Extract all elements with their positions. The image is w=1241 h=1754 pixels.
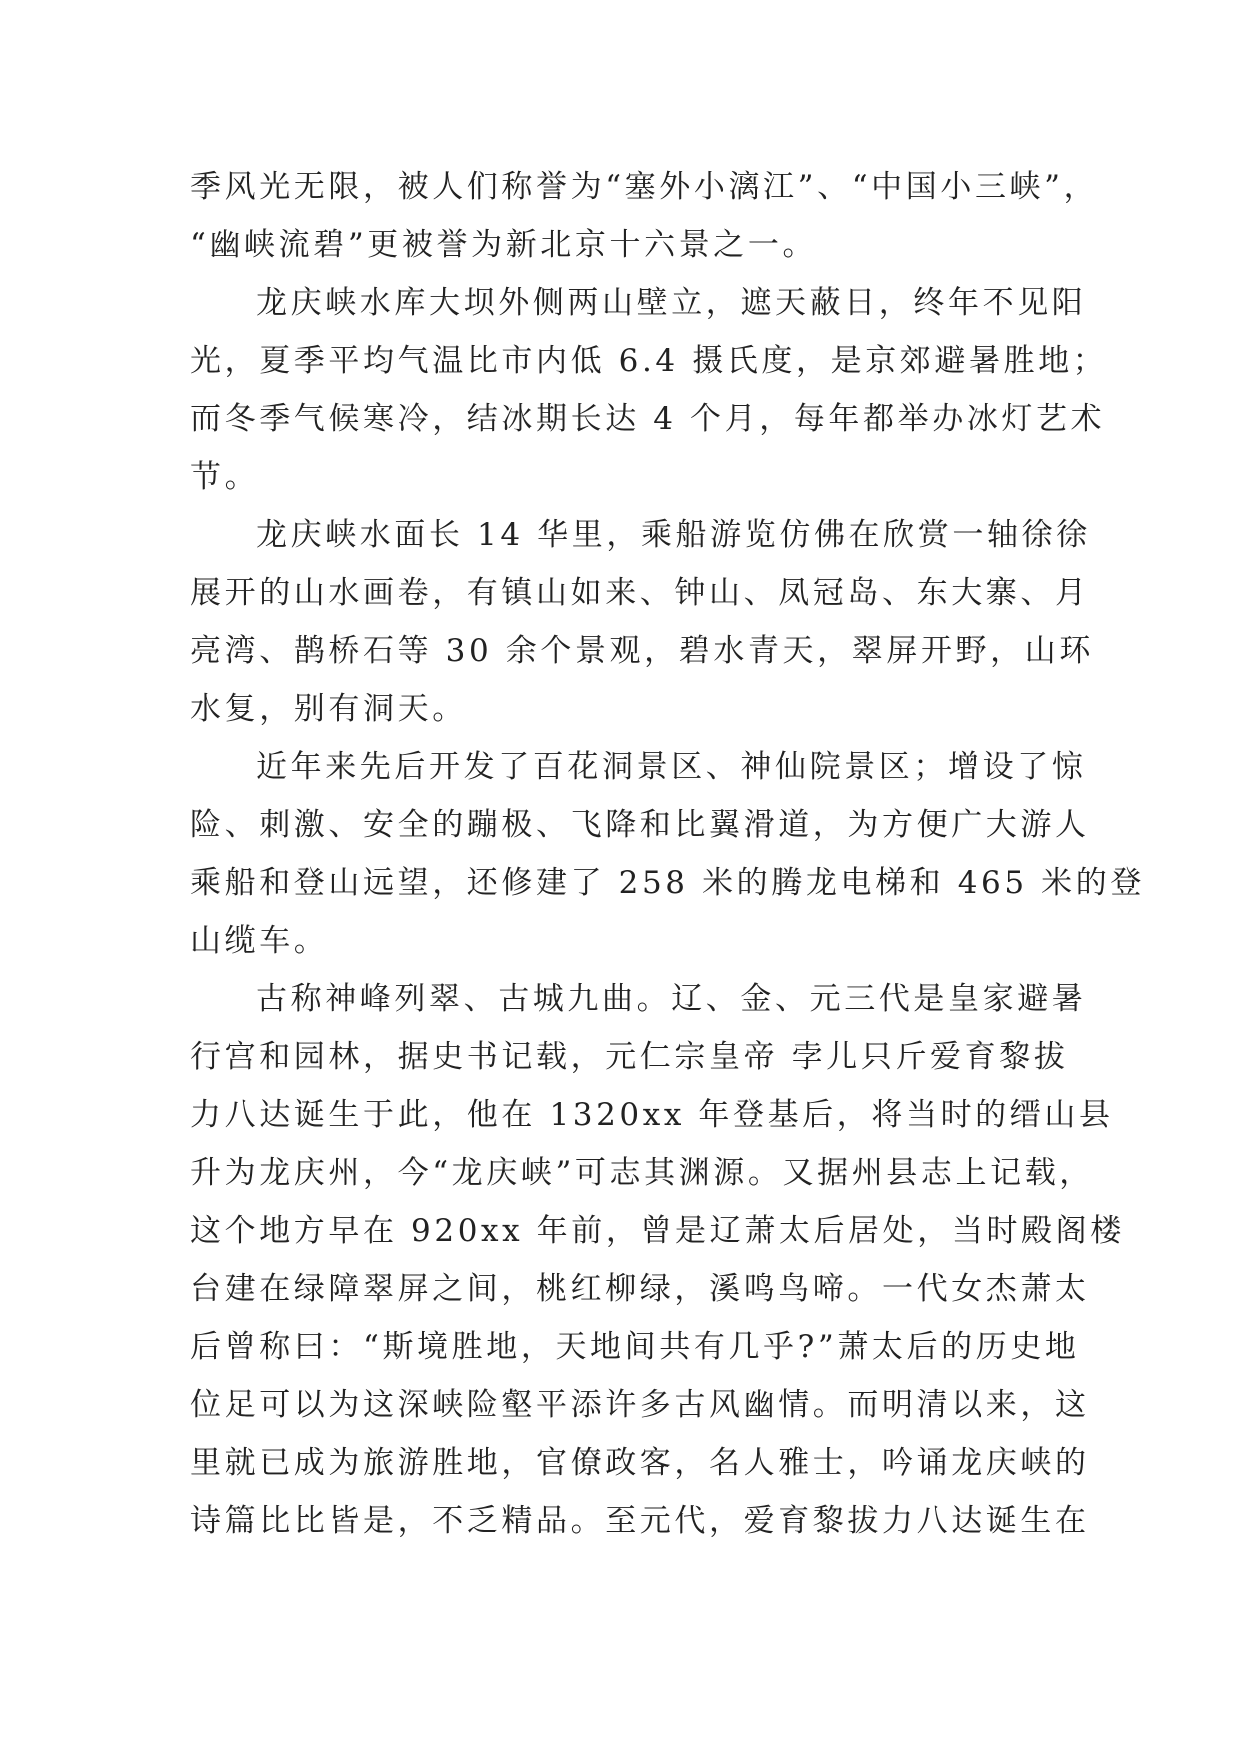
text-line: 节。 xyxy=(190,459,260,495)
text-line: 位足可以为这深峡险壑平添许多古风幽情。而明清以来，这 xyxy=(190,1387,1090,1423)
text-line: 诗篇比比皆是，不乏精品。至元代，爱育黎拔力八达诞生在 xyxy=(190,1503,1090,1539)
text-line: 山缆车。 xyxy=(190,923,329,959)
text-line: 光，夏季平均气温比市内低 6.4 摄氏度，是京郊避暑胜地； xyxy=(190,343,1108,379)
paragraph-first-line: 近年来先后开发了百花洞景区、神仙院景区；增设了惊 xyxy=(256,749,1087,785)
text-line: 而冬季气候寒冷，结冰期长达 4 个月，每年都举办冰灯艺术 xyxy=(190,401,1106,437)
text-line: 水复，别有洞天。 xyxy=(190,691,467,727)
text-line: 亮湾、鹊桥石等 30 余个景观，碧水青天，翠屏开野，山环 xyxy=(190,633,1094,669)
paragraph-first-line: 龙庆峡水面长 14 华里，乘船游览仿佛在欣赏一轴徐徐 xyxy=(256,517,1091,553)
text-line: “幽峡流碧”更被誉为新北京十六景之一。 xyxy=(190,227,818,263)
text-line: 行宫和园林，据史书记载，元仁宗皇帝 孛儿只斤爱育黎拔 xyxy=(190,1039,1069,1075)
text-line: 乘船和登山远望，还修建了 258 米的腾龙电梯和 465 米的登 xyxy=(190,865,1145,901)
text-line: 后曾称曰：“斯境胜地，天地间共有几乎?”萧太后的历史地 xyxy=(190,1329,1080,1365)
paragraph-first-line: 龙庆峡水库大坝外侧两山壁立，遮天蔽日，终年不见阳 xyxy=(256,285,1087,321)
text-line: 季风光无限，被人们称誉为“塞外小漓江”、“中国小三峡”， xyxy=(190,169,1099,205)
text-line: 险、刺激、安全的蹦极、飞降和比翼滑道，为方便广大游人 xyxy=(190,807,1090,843)
text-line: 台建在绿障翠屏之间，桃红柳绿，溪鸣鸟啼。一代女杰萧太 xyxy=(190,1271,1090,1307)
text-line: 这个地方早在 920xx 年前，曾是辽萧太后居处，当时殿阁楼 xyxy=(190,1213,1125,1249)
text-line: 里就已成为旅游胜地，官僚政客，名人雅士，吟诵龙庆峡的 xyxy=(190,1445,1090,1481)
text-line: 升为龙庆州，今“龙庆峡”可志其渊源。又据州县志上记载， xyxy=(190,1155,1094,1191)
text-line: 力八达诞生于此，他在 1320xx 年登基后，将当时的缙山县 xyxy=(190,1097,1114,1133)
article-body xyxy=(190,158,1145,1550)
text-line: 展开的山水画卷，有镇山如来、钟山、凤冠岛、东大寨、月 xyxy=(190,575,1090,611)
paragraph-first-line: 古称神峰列翠、古城九曲。辽、金、元三代是皇家避暑 xyxy=(256,981,1087,1017)
